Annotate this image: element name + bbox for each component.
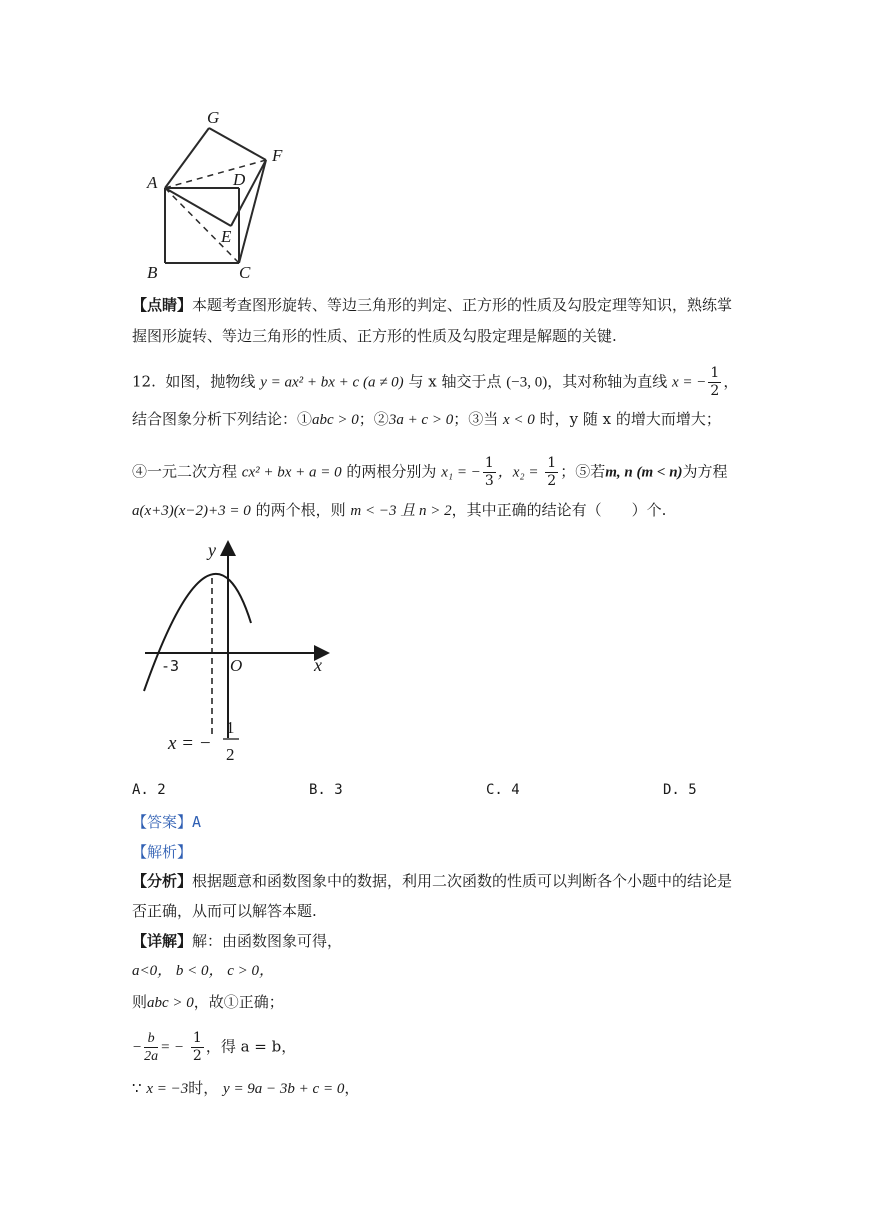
fraction-denominator: 2a [144,1049,159,1064]
dashed-af [165,160,266,188]
conclusion-1: abc > 0 [312,412,359,428]
jiexi-line [132,842,192,862]
fraction-b-over-2a [144,1030,158,1065]
segment-ea [165,188,231,226]
step3-expr1: x = −3 [146,1081,189,1097]
conclusion-5-condition: m < −3 且 n > 2 [350,503,452,519]
fenxi-line-1 [132,871,732,891]
neg3-label: -3 [161,657,180,675]
fenxi-line-2 [132,901,317,921]
xiangjie-step-3 [132,1078,359,1099]
conclusion-5-mid: 的两个根，则 [255,501,346,519]
label-f: F [272,146,283,165]
coefficient-signs: a<0， b < 0， c > 0， [132,963,275,979]
x-axis-label: x [314,655,322,675]
xiangjie-line-1 [132,931,342,951]
step3-mid: 时， [188,1079,219,1097]
fraction-half-2 [545,455,558,490]
option-a[interactable]: A. 2 [132,782,166,798]
label-e: E [221,227,232,246]
fraction-numerator: b [144,1030,158,1048]
fraction-denominator: 2 [192,1048,202,1064]
segment-gf [209,128,266,160]
conclusion-4-prefix: ④一元二次方程 [132,462,238,481]
question-line-1: 12. 如图，抛物线 y = ax² + bx + c (a ≠ 0) 与 x 轴交于点 (−3, 0)，其对称轴为直线 x = − $\frac{1}{2}$ ， [132,365,739,399]
step1-expr: abc > 0 [147,995,194,1011]
fenxi-text-1: 根据题意和函数图象中的数据，利用二次函数的性质可以判断各个小题中的结论是 [192,872,733,890]
fraction-numerator: 1 [547,455,557,471]
fraction-denominator: 2 [710,383,720,399]
step3-end: ， [344,1079,360,1097]
label-c: C [239,263,251,282]
fraction-half-3 [191,1030,204,1065]
xiangjie-step-2 [132,1030,296,1065]
conclusion-5-mn: m, n (m < n) [605,464,683,481]
dashed-ac [165,188,239,263]
label-b: B [147,263,158,282]
fraction-numerator: 1 [484,455,494,471]
origin-label: O [230,656,243,675]
conclusion-3-prefix: ；③当 [453,410,499,428]
answer-tag: 【答案】 [132,813,193,831]
fraction-numerator: 1 [710,365,720,381]
option-d[interactable]: D. 5 [663,782,697,798]
step2-neg: − [132,1039,143,1056]
parabola-graph [130,538,340,773]
conclusion-4-equation: cx² + bx + a = 0 [241,464,342,481]
xiangjie-tag: 【详解】 [132,932,193,950]
label-d: D [233,170,246,189]
dianjing-line-2 [132,326,617,346]
dianjing-line-1 [132,295,732,315]
question-end: ，其中正确的结论有（ ）个. [451,501,667,519]
step2-suffix: ，得 a = b， [205,1037,297,1056]
symmetry-axis-eq: x = − [671,374,707,391]
step2-eq: = − [160,1039,185,1056]
question-line-3 [132,455,728,490]
fraction-half [708,365,721,400]
answer-line [132,812,201,832]
label-a: A [147,173,158,192]
conclusion-4-mid: 的两根分别为 [346,462,437,481]
step3-expr2: y = 9a − 3b + c = 0 [223,1081,345,1097]
jiexi-tag: 【解析】 [132,843,193,861]
axis-label-num: 1 [226,718,235,737]
conclusion-5-end: 为方程 [682,462,728,481]
conclusion-5-prefix: ；⑤若 [560,462,606,481]
dianjing-text-1: 本题考查图形旋转、等边三角形的判定、正方形的性质及勾股定理等知识，熟练掌 [192,296,733,314]
question-line-4 [132,500,666,521]
label-g: G [207,108,220,127]
answer-value: A [192,813,202,831]
fraction-third [483,455,496,490]
conclusions-intro: 结合图象分析下列结论：① [132,410,313,428]
conclusion-5-equation: a(x+3)(x−2)+3 = 0 [132,503,251,519]
because-symbol: ∵ [132,1079,142,1097]
option-c[interactable]: C. 4 [486,782,520,798]
xiangjie-step-1 [132,992,284,1013]
root-x1: x₁ = − [441,464,481,481]
question-suffix: ，其对称轴为直线 [547,372,668,391]
fenxi-tag: 【分析】 [132,872,193,890]
dianjing-tag: 【点睛】 [132,296,193,314]
question-mid: 与 x 轴交于点 [408,372,502,391]
fraction-numerator: 1 [192,1030,202,1046]
conclusion-2-prefix: ；② [358,410,389,428]
fraction-denominator: 2 [547,473,557,489]
conclusion-3: x < 0 [503,412,535,428]
segment-ag [165,128,209,188]
dianjing-text-2: 握图形旋转、等边三角形的性质、正方形的性质及勾股定理是解题的关键. [132,327,617,345]
question-prefix: 如图，抛物线 [165,372,256,391]
y-axis-label: y [208,540,216,560]
fraction-denominator: 3 [484,473,494,489]
axis-label-den: 2 [226,745,235,764]
question-line-2 [132,409,721,430]
parabola-equation: y = ax² + bx + c (a ≠ 0) [260,374,404,391]
conclusion-2: 3a + c > 0 [388,412,454,428]
question-number: 12. [132,372,156,391]
conclusion-3-suffix: 时，y 随 x 的增大而增大； [539,410,721,428]
axis-label-lhs: x = − [168,733,212,754]
fenxi-text-2: 否正确，从而可以解答本题. [132,902,317,920]
xiangjie-text: 解：由函数图象可得， [192,932,343,950]
step1-prefix: 则 [132,993,148,1011]
root-x2: ，x₂ = [497,464,539,481]
geometry-figure [135,100,305,285]
intersection-point: (−3, 0) [506,374,548,391]
step1-suffix: ，故①正确； [193,993,284,1011]
option-b[interactable]: B. 3 [309,782,343,798]
xiangjie-signs [132,961,274,981]
